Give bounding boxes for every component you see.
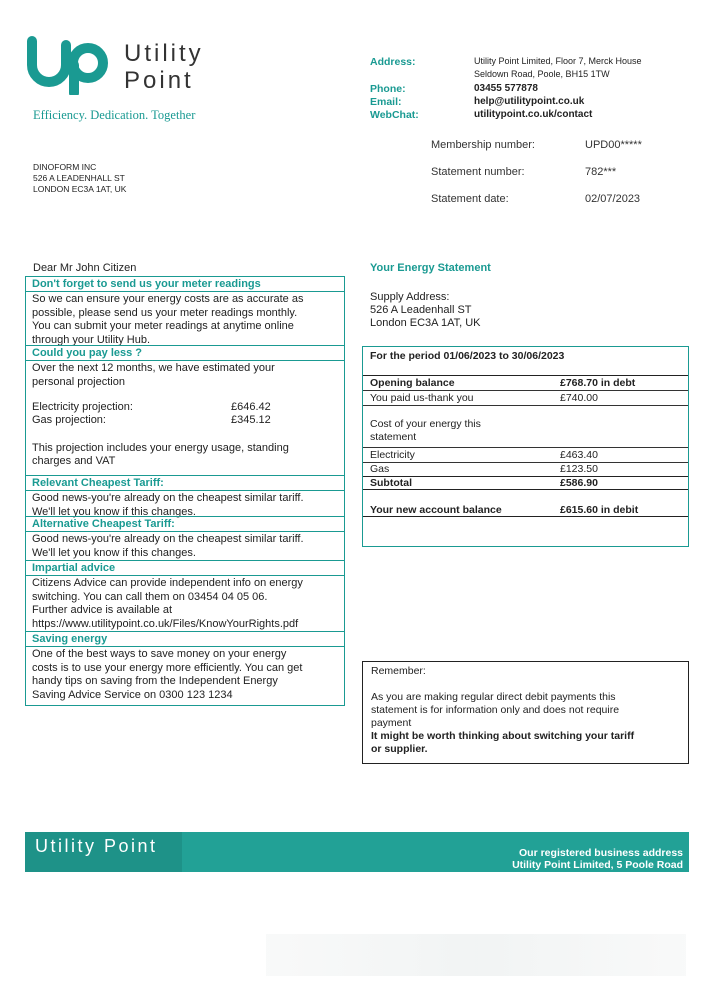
- statement-number-label: Statement number:: [431, 166, 525, 178]
- electricity-row: [363, 447, 688, 462]
- subtotal-value: £586.90: [560, 477, 598, 489]
- opening-balance-value: £768.70 in debt: [560, 377, 636, 389]
- logo-wordmark-line1: Utility: [124, 40, 204, 67]
- subtotal-row: [363, 476, 688, 490]
- energy-statement-title: Your Energy Statement: [370, 262, 491, 274]
- pay-less-line1: Over the next 12 months, we have estimated your: [32, 362, 275, 374]
- meter-text-line2: possible, please send us your meter readings monthly.: [32, 306, 298, 319]
- new-balance-value: £615.60 in debit: [560, 504, 639, 516]
- statement-period: For the period 01/06/2023 to 30/06/2023: [370, 350, 565, 362]
- meter-text-line1: So we can ensure your energy costs are as accurate as: [32, 293, 304, 305]
- gas-label: Gas: [370, 463, 390, 475]
- payment-value: £740.00: [560, 392, 598, 404]
- electricity-value: £463.40: [560, 449, 598, 461]
- footer-brand: Utility Point: [25, 832, 182, 872]
- supply-address-label: Supply Address:: [370, 291, 450, 303]
- energy-cost-row: [363, 405, 688, 447]
- remember-bold-line2: or supplier.: [371, 743, 428, 755]
- saving-line1: One of the best ways to save money on your energy: [32, 648, 287, 660]
- gas-projection-label: Gas projection:: [32, 414, 106, 426]
- relevant-tariff-section: [25, 475, 345, 517]
- statement-date-label: Statement date:: [431, 193, 509, 205]
- alternative-tariff-heading: Alternative Cheapest Tariff:: [26, 517, 344, 532]
- payment-row: [363, 390, 688, 405]
- statement-number-value: 782***: [585, 166, 617, 178]
- new-balance-row: [363, 490, 688, 517]
- pay-less-heading: Could you pay less ?: [26, 346, 344, 361]
- customer-address-line3: LONDON EC3A 1AT, UK: [33, 184, 127, 194]
- customer-address-line2: 526 A LEADENHALL ST: [33, 173, 125, 183]
- webchat-label: WebChat:: [370, 109, 419, 121]
- logo-wordmark-line2: Point: [124, 67, 194, 94]
- company-address-line2: Seldown Road, Poole, BH15 1TW: [474, 69, 610, 79]
- statement-table: [362, 346, 689, 547]
- energy-cost-label-line1: Cost of your energy this: [370, 418, 481, 430]
- meter-text-line3: You can submit your meter readings at anytime online: [32, 320, 294, 332]
- payment-label: You paid us-thank you: [370, 392, 474, 404]
- meter-readings-heading: Don't forget to send us your meter readings: [26, 277, 344, 292]
- electricity-label: Electricity: [370, 449, 415, 461]
- footer-address-heading: Our registered business address: [519, 847, 683, 859]
- opening-balance-label: Opening balance: [370, 377, 455, 389]
- new-balance-label: Your new account balance: [370, 504, 502, 516]
- alternative-tariff-section: [25, 516, 345, 561]
- saving-energy-section: [25, 631, 345, 706]
- remember-heading: Remember:: [371, 665, 426, 677]
- meter-text-line4: through your Utility Hub.: [32, 333, 150, 346]
- salutation: Dear Mr John Citizen: [33, 262, 137, 274]
- membership-label: Membership number:: [431, 139, 535, 151]
- statement-date-value: 02/07/2023: [585, 193, 641, 205]
- relevant-tariff-line2: We'll let you know if this changes.: [32, 505, 196, 518]
- utility-point-logo: [24, 35, 110, 95]
- company-address-line1: Utility Point Limited, Floor 7, Merck House: [474, 56, 642, 66]
- opening-balance-row: [363, 375, 688, 390]
- membership-value: UPD00*****: [585, 139, 642, 151]
- email-label: Email:: [370, 96, 402, 108]
- impartial-advice-section: [25, 560, 345, 632]
- pay-less-line2: personal projection: [32, 375, 125, 388]
- supply-address-line2: London EC3A 1AT, UK: [370, 317, 481, 329]
- saving-line4: Saving Advice Service on 0300 123 1234: [32, 688, 233, 701]
- pay-less-section: [25, 345, 345, 476]
- pay-less-line4: charges and VAT: [32, 455, 116, 467]
- saving-energy-heading: Saving energy: [26, 632, 344, 647]
- gas-projection-value: £345.12: [231, 414, 271, 426]
- impartial-line1: Citizens Advice can provide independent info on energy: [32, 577, 303, 589]
- relevant-tariff-heading: Relevant Cheapest Tariff:: [26, 476, 344, 491]
- saving-line3: handy tips on saving from the Independent Energy: [32, 675, 278, 687]
- impartial-advice-heading: Impartial advice: [26, 561, 344, 576]
- impartial-line3: Further advice is available at: [32, 604, 173, 616]
- remember-line3: payment: [371, 717, 412, 729]
- remember-line2: statement is for information only and does not require: [371, 704, 620, 716]
- remember-box: [362, 661, 689, 764]
- electricity-projection-label: Electricity projection:: [32, 401, 133, 413]
- email-link[interactable]: help@utilitypoint.co.uk: [474, 96, 585, 107]
- address-label: Address:: [370, 56, 416, 68]
- electricity-projection-value: £646.42: [231, 401, 271, 413]
- alternative-tariff-line1: Good news-you're already on the cheapest similar tariff.: [32, 533, 304, 545]
- relevant-tariff-line1: Good news-you're already on the cheapest similar tariff.: [32, 492, 304, 504]
- tagline: Efficiency. Dedication. Together: [33, 108, 196, 122]
- faded-watermark: [266, 934, 686, 976]
- footer-bar: [25, 832, 689, 872]
- remember-line1: As you are making regular direct debit payments this: [371, 691, 616, 703]
- energy-cost-label-line2: statement: [370, 431, 417, 443]
- gas-value: £123.50: [560, 463, 598, 475]
- remember-bold-line1: It might be worth thinking about switching your tariff: [371, 730, 635, 742]
- customer-address-line1: DINOFORM INC: [33, 162, 97, 172]
- subtotal-label: Subtotal: [370, 477, 412, 489]
- impartial-line2: switching. You can call them on 03454 04 05 06.: [32, 590, 268, 603]
- meter-readings-section: [25, 276, 345, 346]
- footer-address-line: Utility Point Limited, 5 Poole Road: [512, 859, 683, 871]
- phone-value: 03455 577878: [474, 83, 538, 94]
- alternative-tariff-line2: We'll let you know if this changes.: [32, 546, 196, 559]
- webchat-link[interactable]: utilitypoint.co.uk/contact: [474, 109, 593, 120]
- saving-line2: costs is to use your energy more efficiently. You can get: [32, 661, 303, 674]
- knowyourrights-link[interactable]: https://www.utilitypoint.co.uk/Files/KnowYourRights.pdf: [32, 617, 299, 630]
- pay-less-line3: This projection includes your energy usage, standing: [32, 442, 289, 454]
- phone-label: Phone:: [370, 83, 406, 95]
- supply-address-line1: 526 A Leadenhall ST: [370, 304, 472, 316]
- gas-row: [363, 462, 688, 476]
